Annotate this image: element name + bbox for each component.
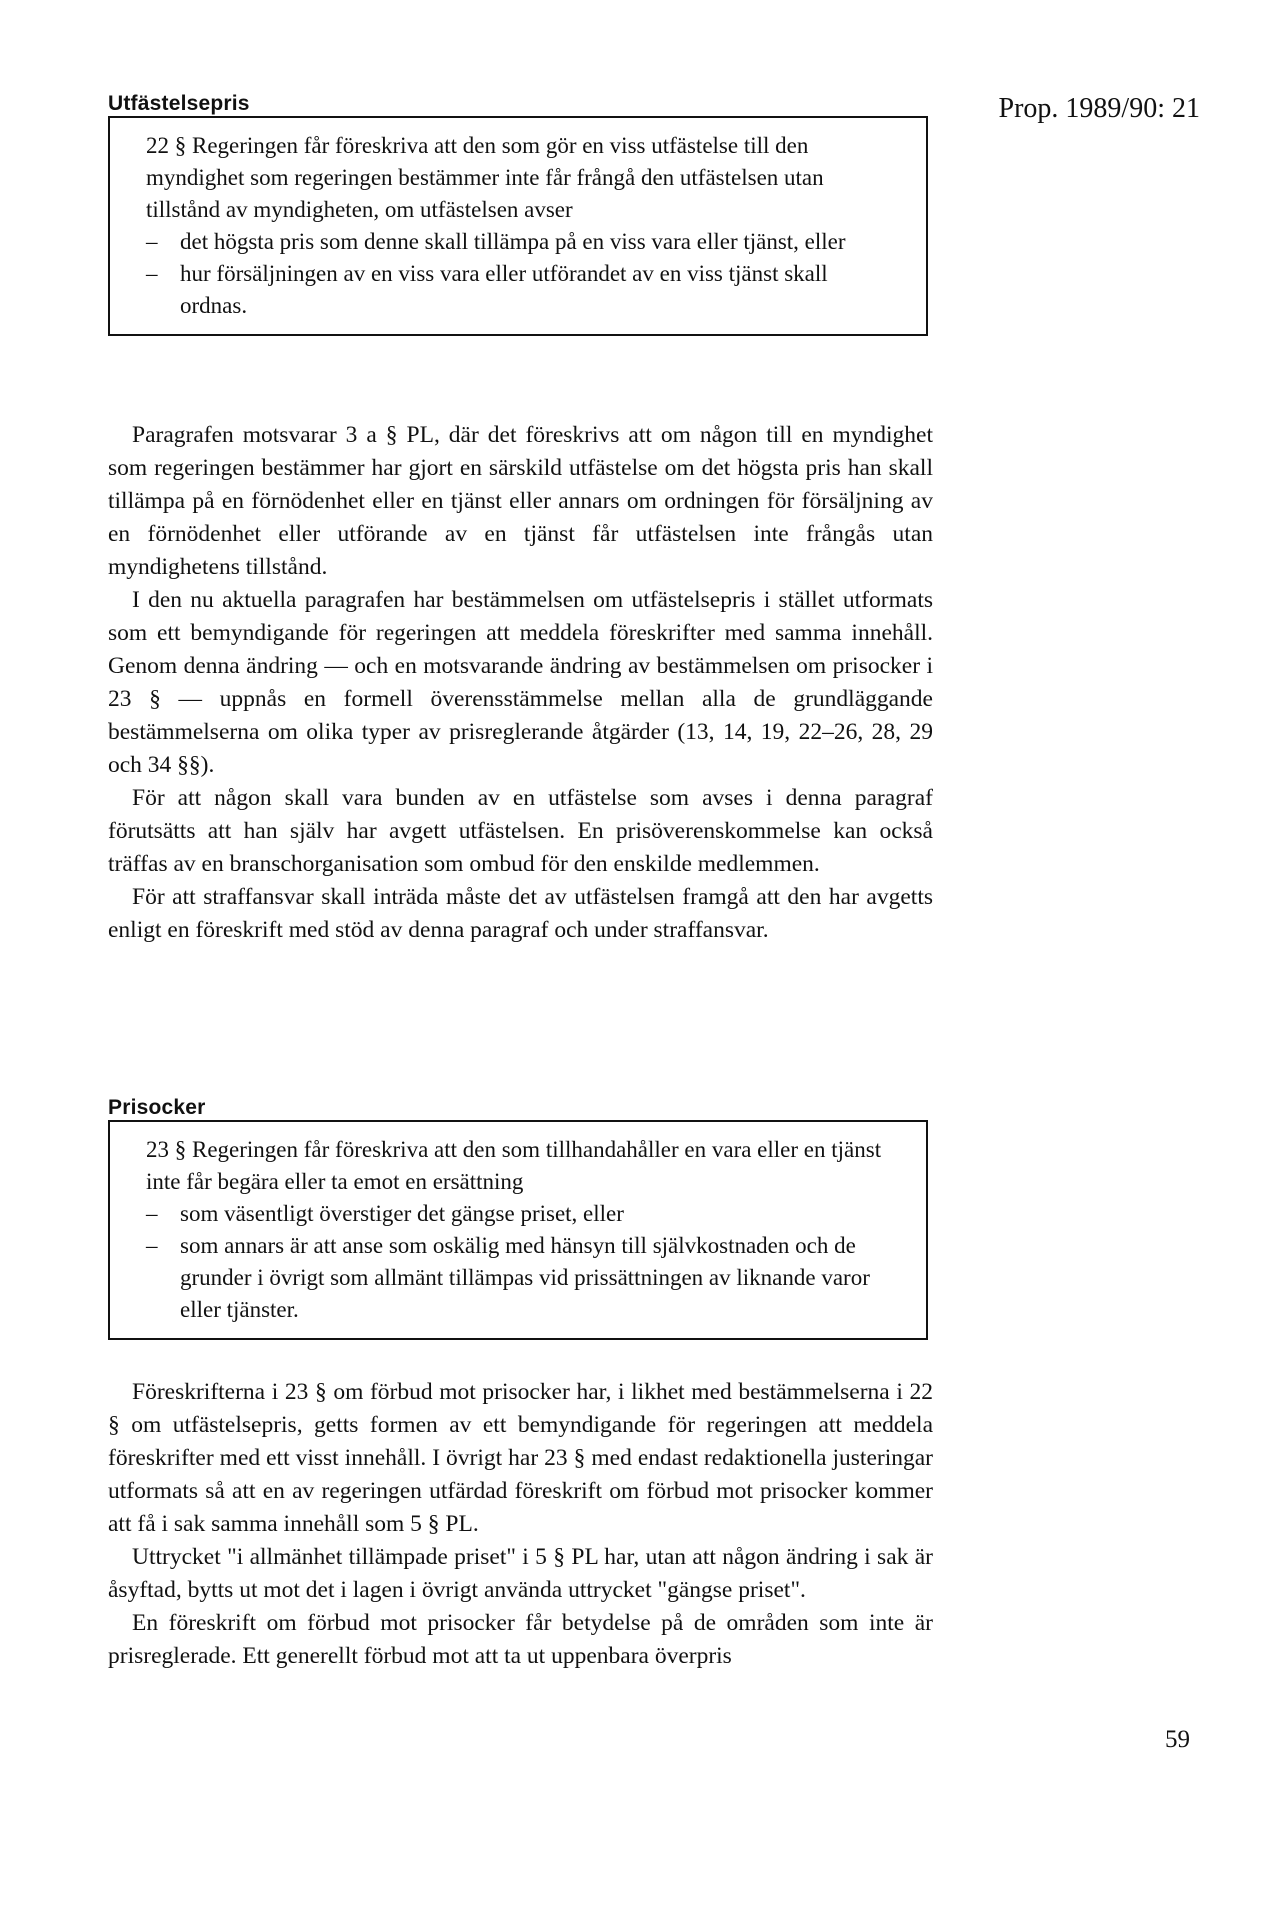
publication-reference: Prop. 1989/90: 21 — [998, 93, 1200, 124]
commentary-22 — [108, 419, 933, 947]
page-number: 59 — [1165, 1726, 1190, 1753]
statute-22-item-2 — [146, 258, 896, 322]
statute-22-item-1-text: det högsta pris som denne skall tillämpa på en viss vara eller tjänst, eller — [180, 229, 846, 254]
dash-marker: – — [146, 261, 158, 286]
statute-box-22 — [108, 116, 928, 336]
statute-22-lead: 22 § Regeringen får föreskriva att den som gör en viss utfästelse till den myndighet som regeringen bestämmer inte får frångå den utfästelsen utan tillstånd av myndigheten, om utfästelsen avser — [146, 133, 824, 222]
statute-23-item-2-text: som annars är att anse som oskälig med hänsyn till självkostnaden och de grunder i övrigt som allmänt tillämpas vid prissättningen av liknande varor eller tjänster. — [180, 1233, 870, 1322]
dash-marker: – — [146, 1233, 158, 1258]
statute-23-lead: 23 § Regeringen får föreskriva att den som tillhandahåller en vara eller en tjänst inte får begära eller ta emot en ersättning — [146, 1137, 882, 1194]
commentary-22-paragraph-3: För att någon skall vara bunden av en utfästelse som avses i denna paragraf förutsätts att han själv har avgett utfästelsen. En prisöverenskommelse kan också träffas av en branschorganisation som ombud för den enskilde medlemmen. — [108, 785, 933, 877]
commentary-23-paragraph-2: Uttrycket "i allmänhet tillämpade priset" i 5 § PL har, utan att någon ändring i sak är åsyftad, bytts ut mot det i lagen i övrigt använda uttrycket "gängse priset". — [108, 1544, 933, 1603]
statute-23-item-2 — [146, 1230, 896, 1326]
statute-22-item-1 — [146, 226, 896, 258]
commentary-22-paragraph-1: Paragrafen motsvarar 3 a § PL, där det föreskrivs att om någon till en myndighet som regeringen bestämmer har gjort en särskild utfästelse om det högsta pris han skall tillämpa på en förnödenhet eller en tjänst eller annars om ordningen för försäljning av en förnödenhet eller utförande av en tjänst får utfästelsen inte frångås utan myndighetens tillstånd. — [108, 422, 933, 580]
commentary-23 — [108, 1376, 933, 1673]
dash-marker: – — [146, 1201, 158, 1226]
commentary-23-paragraph-1: Föreskrifterna i 23 § om förbud mot prisocker har, i likhet med bestämmelserna i 22 § om utfästelsepris, getts formen av ett bemyndigande för regeringen att meddela föreskrifter med ett visst innehåll. I övrigt har 23 § med endast redaktionella justeringar utformats så att en av regeringen utfärdad föreskrift om förbud mot prisocker kommer att få i sak samma innehåll som 5 § PL. — [108, 1379, 933, 1537]
commentary-22-paragraph-4: För att straffansvar skall inträda måste det av utfästelsen framgå att den har avgetts enligt en föreskrift med stöd av denna paragraf och under straffansvar. — [108, 884, 933, 943]
statute-22-item-2-text: hur försäljningen av en viss vara eller utförandet av en viss tjänst skall ordnas. — [180, 261, 828, 318]
statute-23-item-1 — [146, 1198, 896, 1230]
commentary-22-paragraph-2: I den nu aktuella paragrafen har bestämmelsen om utfästelsepris i stället utformats som ett bemyndigande för regeringen att meddela föreskrifter med samma innehåll. Genom denna ändring — och en motsvarande ändring av bestämmelsen om prisocker i 23 § — uppnås en formell överensstämmelse mellan alla de grundläggande bestämmelserna om olika typer av prisreglerande åtgärder (13, 14, 19, 22–26, 28, 29 och 34 §§). — [108, 587, 933, 778]
dash-marker: – — [146, 229, 158, 254]
statute-box-23 — [108, 1120, 928, 1340]
section-heading-utfastelsepris: Utfästelsepris — [108, 92, 250, 115]
commentary-23-paragraph-3: En föreskrift om förbud mot prisocker får betydelse på de områden som inte är prisreglerade. Ett generellt förbud mot att ta ut uppenbara överpris — [108, 1610, 933, 1669]
statute-23-item-1-text: som väsentligt överstiger det gängse priset, eller — [180, 1201, 624, 1226]
section-heading-prisocker: Prisocker — [108, 1096, 206, 1119]
